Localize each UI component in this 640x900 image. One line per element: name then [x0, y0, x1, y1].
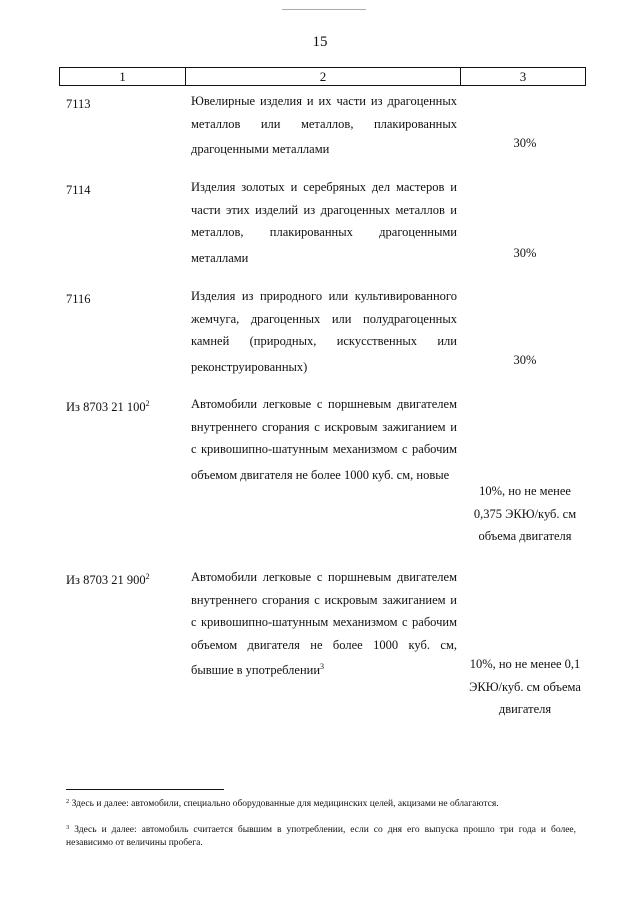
goods-description: Ювелирные изделия и их части из драгоценных металлов или металлов, плакированных драгоценными металлами — [191, 94, 457, 156]
excise-rate: 30% — [513, 136, 537, 150]
footnote: $^2$ Здесь и далее: автомобили, специально оборудованные для медицинских целей, акцизами не облагаются. — [66, 798, 499, 809]
tariff-code: Из 8703 21 $900^2$ — [66, 572, 150, 587]
excise-rate: 10%, но не менее 0,1 ЭКЮ/куб. см объема двигателя — [469, 657, 581, 716]
goods-description: Изделия из природного или культивированного жемчуга, драгоценных или полудрагоценных камней (природных, искусственных или реконструированных) — [191, 289, 457, 374]
footnote: $^3$ Здесь и далее: автомобиль считается бывшим в употреблении, если со дня его выпуска прошло три года и более, независимо от величины пробега. — [66, 824, 577, 848]
tariff-code: 7116 — [66, 292, 91, 306]
column-header-1: 1 — [60, 68, 186, 85]
column-header-2: 2 — [186, 68, 461, 85]
column-header-3: 3 — [519, 69, 527, 84]
excise-rate: 30% — [513, 353, 537, 367]
goods-description: Изделия золотых и серебряных дел мастеров и части этих изделий из драгоценных металлов и металлов, плакированных драгоценными металлами — [191, 180, 457, 265]
goods-description: Автомобили легковые с поршневым двигателем внутреннего сгорания с искровым зажиганием и с кривошипно-шатунным механизмом с рабочим объемом двигателя не более 1000 куб. см, новые — [191, 397, 457, 482]
tariff-code: 7113 — [66, 97, 91, 111]
page-number: 15 — [312, 34, 328, 50]
top-rule — [282, 9, 366, 10]
goods-description: Автомобили легковые с поршневым двигателем внутреннего сгорания с искровым зажиганием и с кривошипно-шатунным механизмом с рабочим объемом двигателя не более 1000 куб. см, бывшие в употреблении$^3$ — [191, 570, 457, 677]
excise-rate: 10%, но не менее 0,375 ЭКЮ/куб. см объема двигателя — [473, 484, 577, 543]
footnote-separator — [66, 789, 224, 790]
tariff-code: Из 8703 21 $100^2$ — [66, 399, 150, 414]
table-header — [59, 67, 586, 86]
excise-rate: 30% — [513, 246, 537, 260]
tariff-code: 7114 — [66, 183, 91, 197]
